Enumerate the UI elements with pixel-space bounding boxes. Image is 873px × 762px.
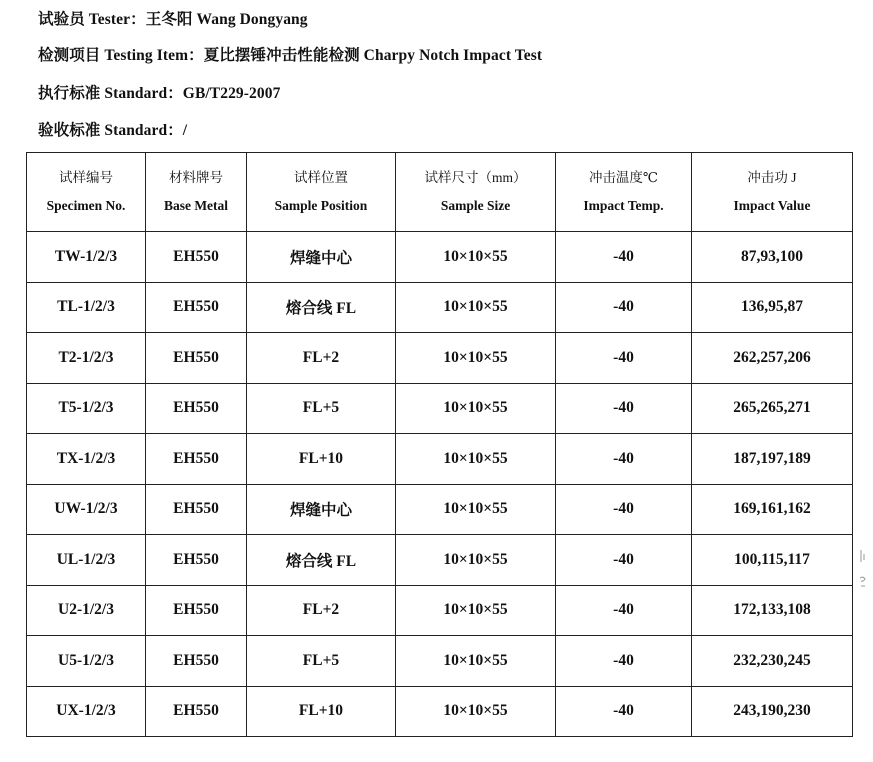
- column-header-specimen-no: [27, 153, 146, 232]
- cell-specimen-no: UX-1/2/3: [27, 686, 146, 737]
- standard-line: 执行标准 Standard：GB/T229-2007: [38, 85, 281, 102]
- cell-sample-size: 10×10×55: [396, 282, 556, 333]
- cell-sample-size: 10×10×55: [396, 686, 556, 737]
- cell-impact-temp: -40: [556, 383, 692, 434]
- cell-sample-position: FL+2: [247, 585, 396, 636]
- column-header-zh: 试样位置: [294, 169, 348, 185]
- cell-impact-value: 87,93,100: [692, 232, 853, 283]
- cell-base-metal: EH550: [146, 585, 247, 636]
- cell-impact-temp: -40: [556, 535, 692, 586]
- tester-line: 试验员 Tester：王冬阳 Wang Dongyang: [38, 11, 308, 28]
- cell-sample-position: 熔合线 FL: [247, 282, 396, 333]
- testing-item-line: 检测项目 Testing Item：夏比摆锤冲击性能检测 Charpy Notch Impact Test: [38, 47, 543, 64]
- table-row: [27, 686, 853, 737]
- cell-base-metal: EH550: [146, 686, 247, 737]
- table-row: [27, 434, 853, 485]
- cell-impact-temp: -40: [556, 686, 692, 737]
- cell-sample-size: 10×10×55: [396, 636, 556, 687]
- cell-impact-value: 187,197,189: [692, 434, 853, 485]
- column-header-zh: 试样尺寸（mm）: [424, 169, 527, 185]
- column-header-zh: 试样编号: [59, 169, 113, 185]
- cell-sample-position: 焊缝中心: [247, 232, 396, 283]
- column-header-zh: 材料牌号: [169, 169, 223, 185]
- cell-impact-value: 265,265,271: [692, 383, 853, 434]
- cell-specimen-no: T5-1/2/3: [27, 383, 146, 434]
- table-row: [27, 535, 853, 586]
- cell-impact-temp: -40: [556, 484, 692, 535]
- table-row: [27, 585, 853, 636]
- column-header-zh: 冲击温度℃: [588, 169, 659, 185]
- cell-impact-temp: -40: [556, 232, 692, 283]
- column-header-en: Specimen No.: [46, 198, 126, 213]
- column-header-en: Impact Value: [733, 198, 811, 213]
- cell-sample-size: 10×10×55: [396, 484, 556, 535]
- column-header-impact-value: [692, 153, 853, 232]
- column-header-zh: 冲击功 J: [747, 169, 797, 185]
- cell-sample-position: FL+5: [247, 636, 396, 687]
- cell-base-metal: EH550: [146, 383, 247, 434]
- cell-base-metal: EH550: [146, 232, 247, 283]
- cell-base-metal: EH550: [146, 333, 247, 384]
- cell-sample-position: FL+5: [247, 383, 396, 434]
- cell-specimen-no: TX-1/2/3: [27, 434, 146, 485]
- table-header-row: [27, 153, 853, 232]
- cell-impact-value: 169,161,162: [692, 484, 853, 535]
- table-row: [27, 484, 853, 535]
- cell-base-metal: EH550: [146, 484, 247, 535]
- cell-impact-value: 262,257,206: [692, 333, 853, 384]
- cell-impact-value: 232,230,245: [692, 636, 853, 687]
- cell-impact-value: 243,190,230: [692, 686, 853, 737]
- scan-artifact-icon: [859, 548, 867, 598]
- cell-sample-position: FL+2: [247, 333, 396, 384]
- table-row: [27, 232, 853, 283]
- cell-specimen-no: U2-1/2/3: [27, 585, 146, 636]
- cell-sample-position: FL+10: [247, 686, 396, 737]
- cell-sample-size: 10×10×55: [396, 333, 556, 384]
- cell-impact-value: 172,133,108: [692, 585, 853, 636]
- cell-sample-position: 熔合线 FL: [247, 535, 396, 586]
- cell-sample-size: 10×10×55: [396, 232, 556, 283]
- cell-base-metal: EH550: [146, 434, 247, 485]
- cell-impact-temp: -40: [556, 282, 692, 333]
- column-header-en: Base Metal: [163, 198, 229, 213]
- acceptance-standard-line: 验收标准 Standard：/: [38, 122, 188, 139]
- cell-sample-size: 10×10×55: [396, 585, 556, 636]
- column-header-base-metal: [146, 153, 247, 232]
- cell-impact-temp: -40: [556, 636, 692, 687]
- column-header-en: Sample Size: [440, 198, 511, 213]
- scan-margin-mark: [859, 548, 867, 598]
- cell-impact-value: 136,95,87: [692, 282, 853, 333]
- cell-sample-size: 10×10×55: [396, 383, 556, 434]
- cell-base-metal: EH550: [146, 636, 247, 687]
- table-row: [27, 333, 853, 384]
- column-header-impact-temp: [556, 153, 692, 232]
- column-header-en: Sample Position: [274, 198, 368, 213]
- cell-impact-temp: -40: [556, 434, 692, 485]
- cell-specimen-no: TW-1/2/3: [27, 232, 146, 283]
- column-header-sample-position: [247, 153, 396, 232]
- cell-sample-position: FL+10: [247, 434, 396, 485]
- cell-specimen-no: TL-1/2/3: [27, 282, 146, 333]
- column-header-sample-size: [396, 153, 556, 232]
- table-row: [27, 383, 853, 434]
- cell-specimen-no: UL-1/2/3: [27, 535, 146, 586]
- column-header-en: Impact Temp.: [583, 198, 664, 213]
- cell-sample-position: 焊缝中心: [247, 484, 396, 535]
- cell-impact-temp: -40: [556, 333, 692, 384]
- cell-sample-size: 10×10×55: [396, 434, 556, 485]
- cell-sample-size: 10×10×55: [396, 535, 556, 586]
- impact-test-table: [26, 152, 853, 737]
- table-row: [27, 282, 853, 333]
- cell-specimen-no: UW-1/2/3: [27, 484, 146, 535]
- cell-impact-temp: -40: [556, 585, 692, 636]
- cell-base-metal: EH550: [146, 535, 247, 586]
- cell-impact-value: 100,115,117: [692, 535, 853, 586]
- table-row: [27, 636, 853, 687]
- cell-specimen-no: U5-1/2/3: [27, 636, 146, 687]
- cell-base-metal: EH550: [146, 282, 247, 333]
- cell-specimen-no: T2-1/2/3: [27, 333, 146, 384]
